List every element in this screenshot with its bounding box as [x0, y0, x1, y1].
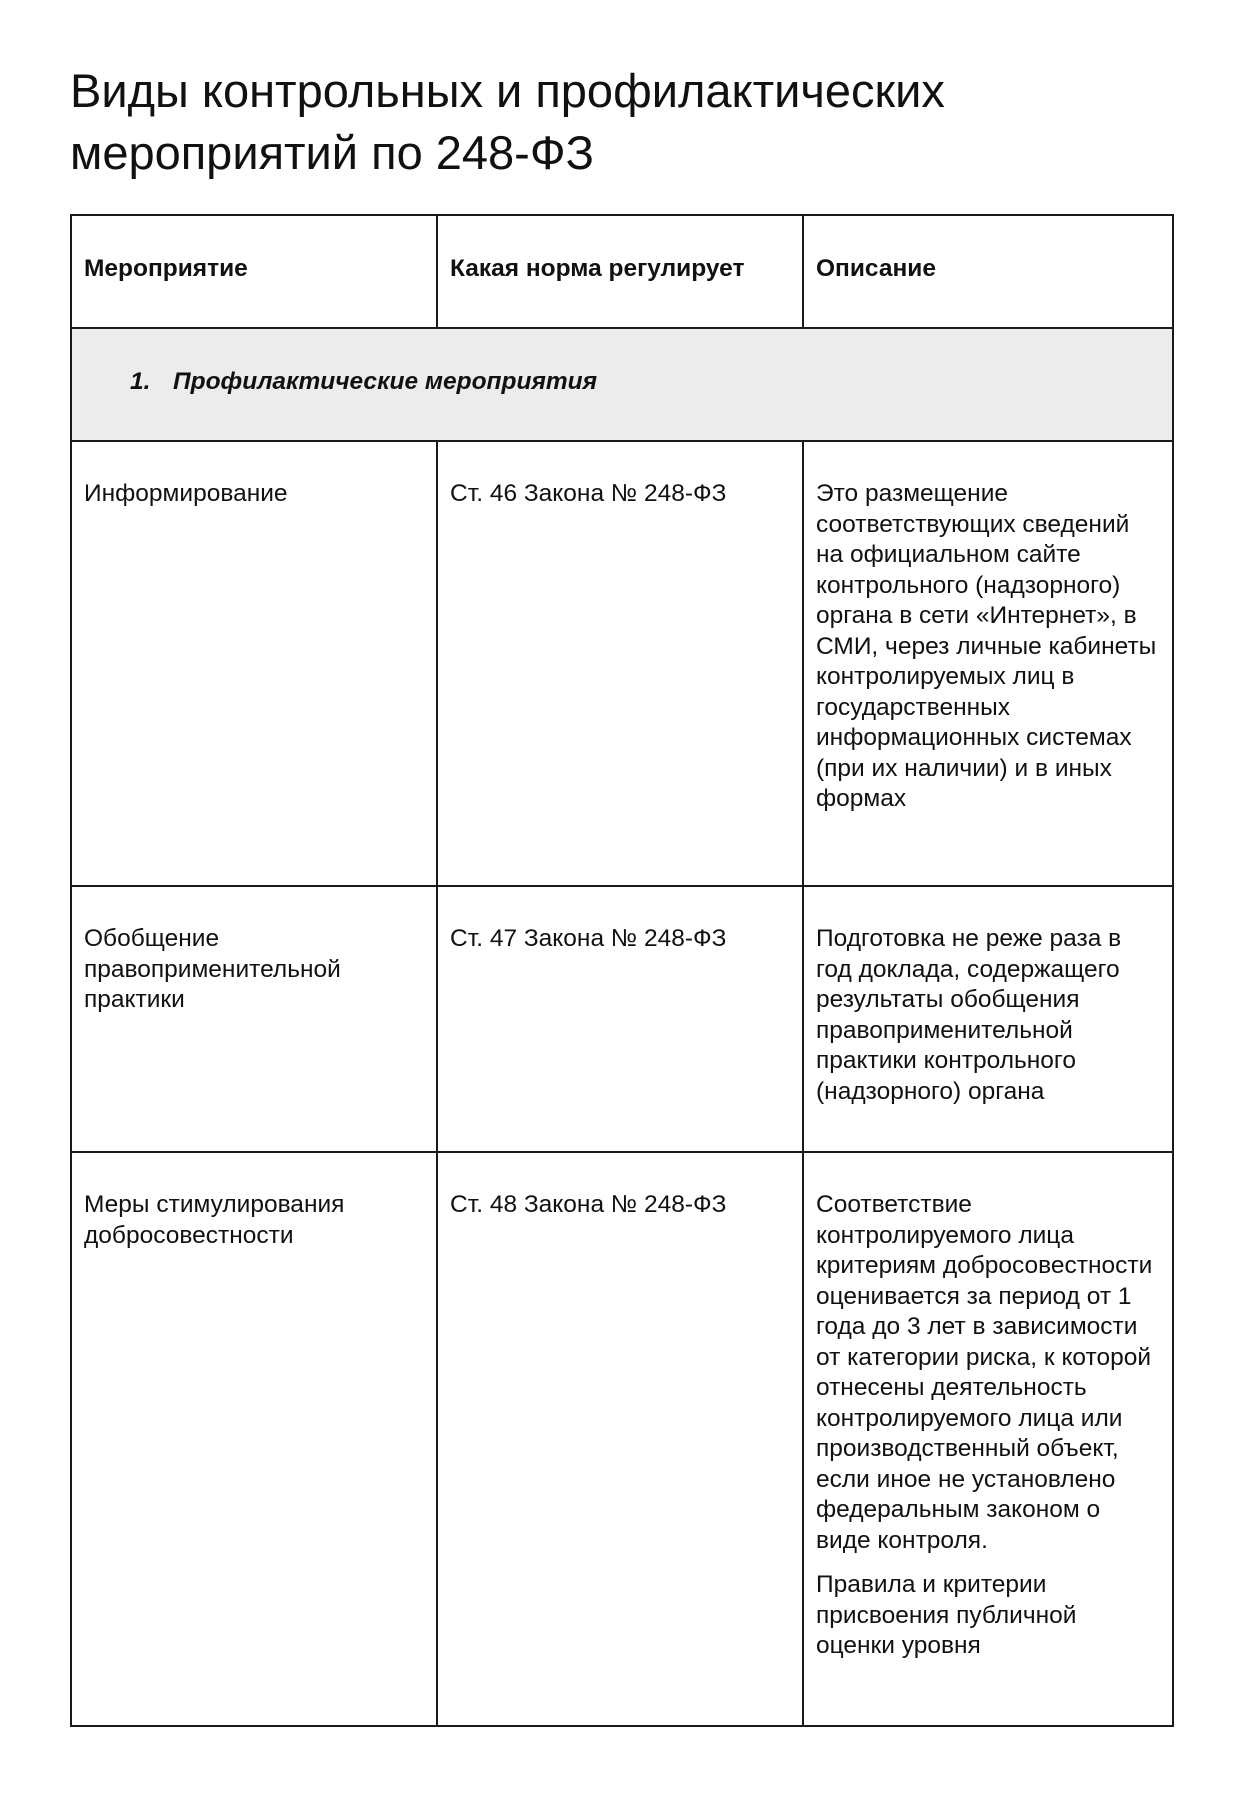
description-paragraph: Подготовка не реже раза в год доклада, содержащего результаты обобщения правоприменительной практики контрольного (надзорного) органа: [816, 925, 1122, 1105]
cell-event: Меры стимулирования добросовестности: [71, 1152, 437, 1726]
section-number: 1.: [130, 368, 151, 395]
cell-event: Информирование: [71, 441, 437, 886]
cell-description: [803, 1152, 1173, 1726]
section-heading: [71, 328, 1173, 441]
page-title-line-2: мероприятий по 248-ФЗ: [70, 126, 594, 179]
table-header-row: [71, 215, 1173, 328]
cell-description: [803, 886, 1173, 1152]
table-row: [71, 441, 1173, 886]
header-description: Описание: [803, 215, 1173, 328]
page-title-line-1: Виды контрольных и профилактических: [70, 64, 945, 117]
cell-description: [803, 441, 1173, 886]
cell-norm: Ст. 47 Закона № 248-ФЗ: [437, 886, 803, 1152]
table-row: [71, 886, 1173, 1152]
header-event: Мероприятие: [71, 215, 437, 328]
section-label: Профилактические мероприятия: [173, 368, 598, 395]
cell-norm: Ст. 46 Закона № 248-ФЗ: [437, 441, 803, 886]
description-paragraph: Соответствие контролируемого лица критериям добросовестности оценивается за период от 1 года до 3 лет в зависимости от категории риска, к которой отнесены деятельность контролируемого лица или производственный объект, если иное не установлено федеральным законом о виде контроля.: [816, 1191, 1153, 1554]
measures-table: [70, 214, 1174, 1727]
table-row: [71, 1152, 1173, 1726]
section-row: [71, 328, 1173, 441]
cell-norm: Ст. 48 Закона № 248-ФЗ: [437, 1152, 803, 1726]
description-paragraph: Это размещение соответствующих сведений на официальном сайте контрольного (надзорного) органа в сети «Интернет», в СМИ, через личные кабинеты контролируемых лиц в государственных информационных системах (при их наличии) и в иных формах: [816, 480, 1157, 812]
description-paragraph: Правила и критерии присвоения публичной оценки уровня: [816, 1571, 1077, 1659]
page-title: [70, 60, 1170, 184]
header-norm: Какая норма регулирует: [437, 215, 803, 328]
cell-event: Обобщение правоприменительной практики: [71, 886, 437, 1152]
